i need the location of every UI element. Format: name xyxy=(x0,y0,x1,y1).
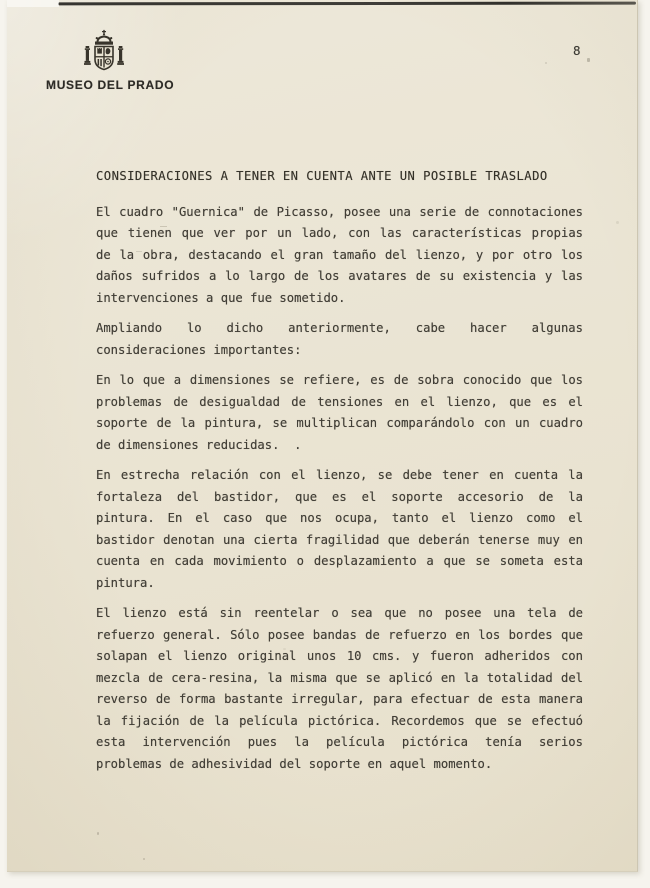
scan-speck xyxy=(616,221,619,224)
text-line: Ampliando lo dicho anteriormente, cabe hacer algunas xyxy=(96,321,583,335)
text-line: El lienzo está sin reentelar o sea que no posee una tela de xyxy=(96,606,583,620)
text-line: daños sufridos a lo largo de los avatares de su existencia y las xyxy=(96,269,583,283)
text-line: reverso de forma bastante irregular, para efectuar de esta manera xyxy=(96,692,583,706)
text-line: que tienen que ver por un lado, con las características propias xyxy=(96,226,583,240)
paragraph xyxy=(96,202,583,310)
text-line: En estrecha relación con el lienzo, se debe tener en cuenta la xyxy=(96,468,583,482)
text-line: soporte de la pintura, se multiplican comparándolo con un cuadro xyxy=(96,416,583,430)
text-line: fortaleza del bastidor, que es el soporte accesorio de la xyxy=(96,489,583,504)
text-line: la fijación de la película pictórica. Recordemos que se efectuó xyxy=(96,713,583,728)
scan-speck xyxy=(283,648,286,650)
scan-edge-artifact xyxy=(58,2,636,6)
text-line: problemas de desigualdad de tensiones en el lienzo, que es el xyxy=(96,394,583,409)
text-line: El cuadro "Guernica" de Picasso, posee una serie de connotaciones xyxy=(96,204,583,219)
paragraph xyxy=(96,603,583,775)
text-line: esta intervención pues la película pictórica tenía serios xyxy=(96,735,583,749)
paragraph xyxy=(96,318,583,361)
text-line: consideraciones importantes: xyxy=(96,342,302,357)
paper-sheet xyxy=(7,0,638,872)
document-paragraphs xyxy=(96,202,583,776)
text-line: pintura. En el caso que nos ocupa, tanto el lienzo como el xyxy=(96,511,583,525)
paragraph xyxy=(96,465,583,594)
scan-speck xyxy=(136,251,142,252)
text-line: solapan el lienzo original unos 10 cms. y fueron adheridos con xyxy=(96,649,583,663)
document-title: CONSIDERACIONES A TENER EN CUENTA ANTE UN POSIBLE TRASLADO xyxy=(96,169,548,183)
scan-speck xyxy=(97,832,99,835)
scan-speck xyxy=(160,226,167,227)
text-line: de dimensiones reducidas. . xyxy=(96,437,302,452)
text-line: bastidor denotan una cierta fragilidad que deberán tenerse muy en xyxy=(96,532,583,547)
scan-speck xyxy=(143,858,145,860)
scan-speck xyxy=(131,402,138,403)
page-number: 8 xyxy=(573,43,581,58)
text-line: pintura. xyxy=(96,575,155,590)
spanish-coat-of-arms-icon xyxy=(83,29,125,76)
text-line: En lo que a dimensiones se refiere, es de sobra conocido que los xyxy=(96,373,583,387)
text-line: intervenciones a que fue sometido. xyxy=(96,290,346,305)
scan-corner-highlight xyxy=(7,0,59,7)
scan-speck xyxy=(545,62,547,64)
organization-name: MUSEO DEL PRADO xyxy=(46,78,175,92)
text-line: refuerzo general. Sólo posee bandas de refuerzo en los bordes que xyxy=(96,627,583,642)
document-content xyxy=(96,166,583,784)
text-line: problemas de adhesividad del soporte en aquel momento. xyxy=(96,756,493,771)
text-line: de la obra, destacando el gran tamaño del lienzo, y por otro los xyxy=(96,247,583,262)
text-line: cuenta en cada movimiento o desplazamiento a que se someta esta xyxy=(96,554,583,568)
scan-speck xyxy=(587,58,590,62)
text-line: mezcla de cera-resina, la misma que se aplicó en la totalidad del xyxy=(96,670,583,685)
paragraph xyxy=(96,370,583,456)
